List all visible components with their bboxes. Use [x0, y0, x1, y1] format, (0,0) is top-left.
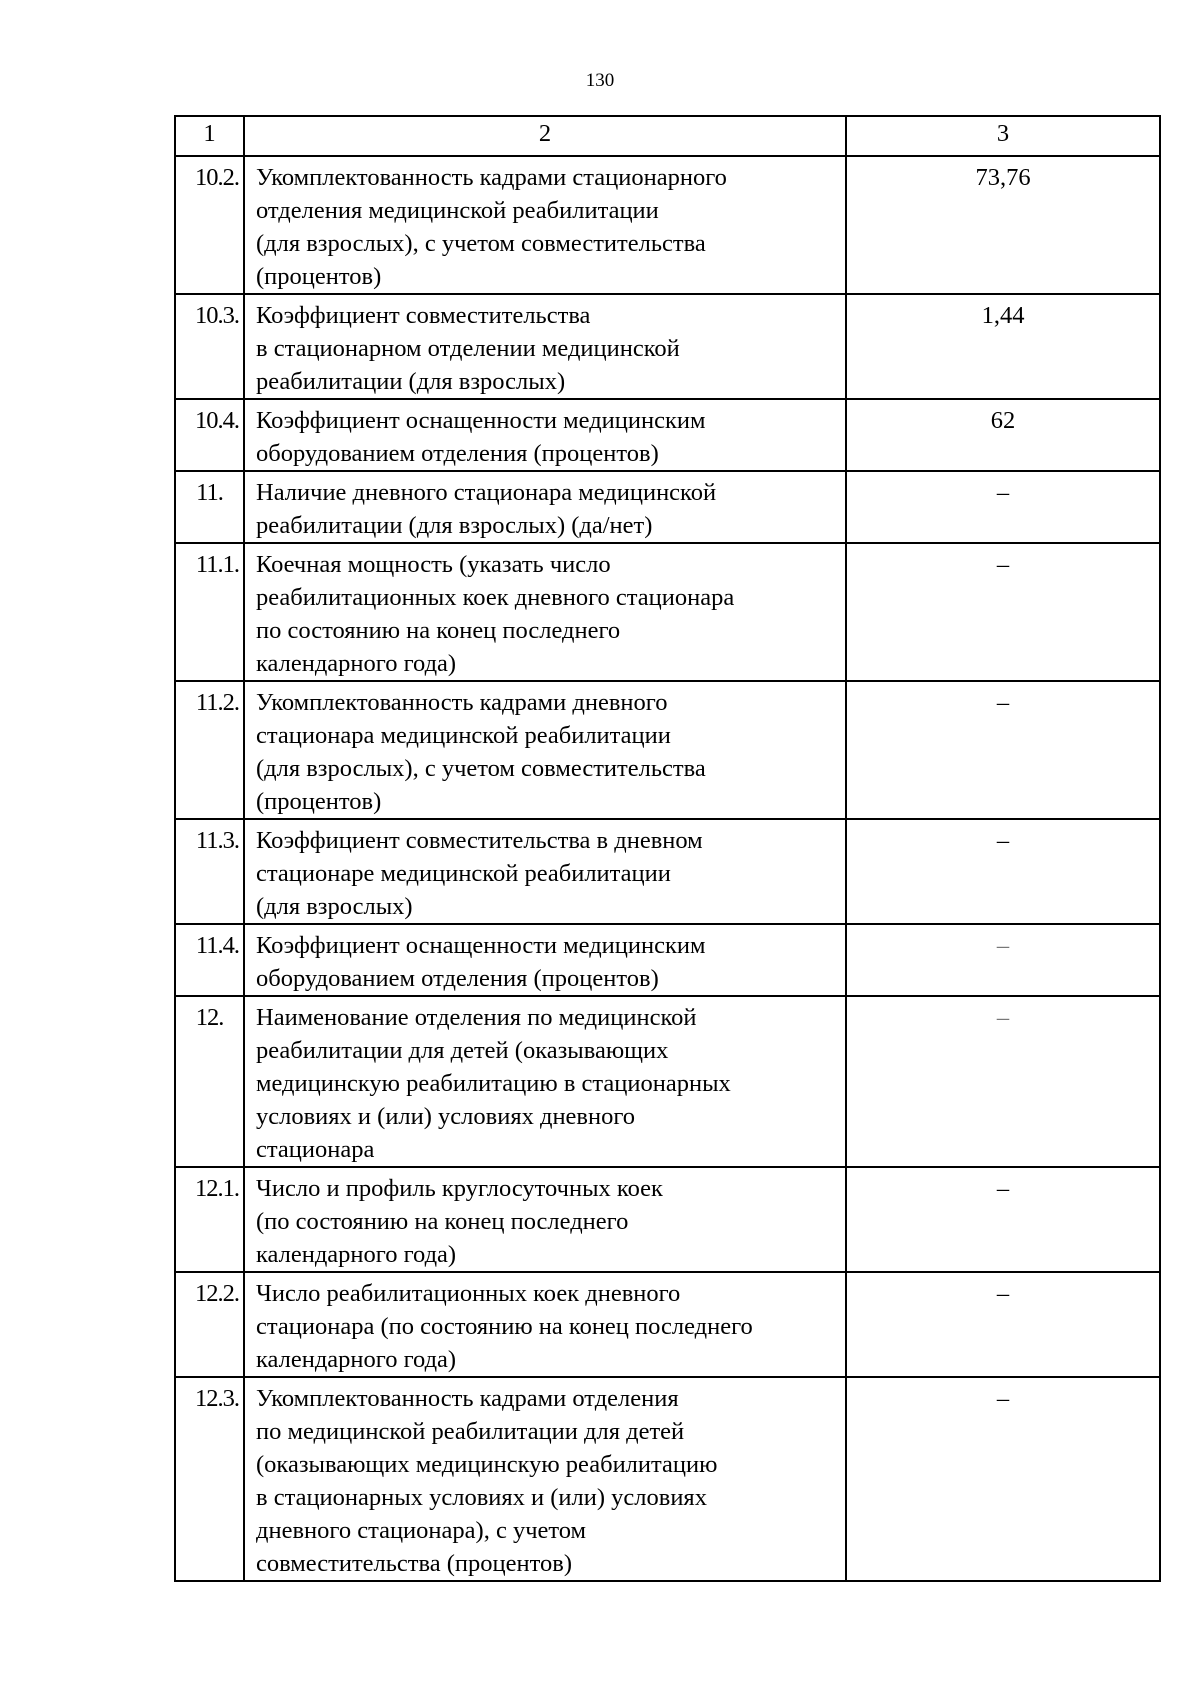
indicator-description: [244, 1377, 846, 1581]
description-line: реабилитации для детей (оказывающих: [256, 1037, 669, 1064]
table-row: [175, 399, 1160, 471]
value-text: –: [996, 1175, 1010, 1202]
description-line: (процентов): [256, 263, 382, 290]
indicator-description: [244, 543, 846, 681]
indicator-value: [846, 681, 1160, 819]
indicator-value: [846, 471, 1160, 543]
description-line: стационара (по состоянию на конец последнего: [256, 1313, 753, 1340]
value-text: –: [996, 551, 1010, 578]
description-line: Коэффициент совместительства: [256, 302, 591, 329]
description-line: стационара: [256, 1136, 375, 1163]
row-number: 10.3.: [175, 294, 244, 399]
description-line: Укомплектованность кадрами отделения: [256, 1385, 679, 1412]
indicator-description: [244, 1167, 846, 1272]
row-number: 11.: [175, 471, 244, 543]
indicator-value: [846, 543, 1160, 681]
value-text: –: [996, 1385, 1010, 1412]
value-text: –: [996, 1004, 1010, 1031]
description-line: календарного года): [256, 1241, 457, 1268]
value-text: –: [996, 1280, 1010, 1307]
description-line: Наименование отделения по медицинской: [256, 1004, 697, 1031]
value-text: –: [996, 689, 1010, 716]
description-line: Укомплектованность кадрами стационарного: [256, 164, 727, 191]
table-row: [175, 294, 1160, 399]
description-line: в стационарных условиях и (или) условиях: [256, 1484, 707, 1511]
row-number: 12.: [175, 996, 244, 1167]
indicators-table: [174, 115, 1161, 1582]
description-line: оборудованием отделения (процентов): [256, 440, 659, 467]
header-col-1: 1: [175, 116, 244, 156]
indicator-value: [846, 156, 1160, 294]
description-line: по медицинской реабилитации для детей: [256, 1418, 685, 1445]
description-line: календарного года): [256, 650, 457, 677]
description-line: совместительства (процентов): [256, 1550, 572, 1577]
indicator-value: [846, 1167, 1160, 1272]
description-line: (процентов): [256, 788, 382, 815]
description-line: (для взрослых), с учетом совместительства: [256, 230, 706, 257]
header-col-3: 3: [846, 116, 1160, 156]
description-line: реабилитационных коек дневного стационара: [256, 584, 735, 611]
description-line: по состоянию на конец последнего: [256, 617, 621, 644]
indicator-description: [244, 681, 846, 819]
description-line: Наличие дневного стационара медицинской: [256, 479, 717, 506]
indicator-value: [846, 819, 1160, 924]
table-row: [175, 471, 1160, 543]
description-line: стационаре медицинской реабилитации: [256, 860, 671, 887]
row-number: 11.2.: [175, 681, 244, 819]
indicator-value: [846, 924, 1160, 996]
indicator-value: [846, 996, 1160, 1167]
description-line: медицинскую реабилитацию в стационарных: [256, 1070, 731, 1097]
row-number: 12.3.: [175, 1377, 244, 1581]
row-number: 11.1.: [175, 543, 244, 681]
description-line: Число реабилитационных коек дневного: [256, 1280, 681, 1307]
description-line: Коэффициент оснащенности медицинским: [256, 407, 706, 434]
row-number: 10.2.: [175, 156, 244, 294]
table-row: [175, 1167, 1160, 1272]
indicator-description: [244, 819, 846, 924]
description-line: стационара медицинской реабилитации: [256, 722, 671, 749]
description-line: Коечная мощность (указать число: [256, 551, 611, 578]
table-row: [175, 681, 1160, 819]
indicator-description: [244, 399, 846, 471]
indicator-value: [846, 1377, 1160, 1581]
description-line: Укомплектованность кадрами дневного: [256, 689, 668, 716]
value-text: 73,76: [975, 164, 1031, 191]
description-line: в стационарном отделении медицинской: [256, 335, 680, 362]
page-number: 130: [585, 70, 615, 91]
value-text: –: [996, 479, 1010, 506]
description-line: (по состоянию на конец последнего: [256, 1208, 629, 1235]
header-col-2: 2: [244, 116, 846, 156]
table-row: [175, 819, 1160, 924]
value-text: 1,44: [981, 302, 1025, 329]
table-body: [175, 156, 1160, 1581]
value-text: 62: [990, 407, 1016, 434]
description-line: календарного года): [256, 1346, 457, 1373]
indicator-value: [846, 1272, 1160, 1377]
description-line: реабилитации (для взрослых): [256, 368, 566, 395]
row-number: 11.4.: [175, 924, 244, 996]
table-row: [175, 1377, 1160, 1581]
description-line: реабилитации (для взрослых) (да/нет): [256, 512, 653, 539]
row-number: 12.1.: [175, 1167, 244, 1272]
table-header-row: [175, 116, 1160, 156]
indicator-value: [846, 399, 1160, 471]
indicator-description: [244, 156, 846, 294]
indicator-description: [244, 924, 846, 996]
description-line: Число и профиль круглосуточных коек: [256, 1175, 663, 1202]
table-row: [175, 156, 1160, 294]
table-row: [175, 924, 1160, 996]
table-row: [175, 996, 1160, 1167]
row-number: 10.4.: [175, 399, 244, 471]
description-line: Коэффициент совместительства в дневном: [256, 827, 703, 854]
value-text: –: [996, 827, 1010, 854]
description-line: Коэффициент оснащенности медицинским: [256, 932, 706, 959]
row-number: 11.3.: [175, 819, 244, 924]
description-line: (для взрослых), с учетом совместительства: [256, 755, 706, 782]
indicator-value: [846, 294, 1160, 399]
description-line: (для взрослых): [256, 893, 413, 920]
indicator-description: [244, 1272, 846, 1377]
table-row: [175, 1272, 1160, 1377]
indicator-description: [244, 294, 846, 399]
indicator-description: [244, 471, 846, 543]
table-row: [175, 543, 1160, 681]
description-line: условиях и (или) условиях дневного: [256, 1103, 636, 1130]
description-line: оборудованием отделения (процентов): [256, 965, 659, 992]
indicator-description: [244, 996, 846, 1167]
row-number: 12.2.: [175, 1272, 244, 1377]
description-line: отделения медицинской реабилитации: [256, 197, 659, 224]
description-line: дневного стационара), с учетом: [256, 1517, 587, 1544]
value-text: –: [996, 932, 1010, 959]
description-line: (оказывающих медицинскую реабилитацию: [256, 1451, 718, 1478]
